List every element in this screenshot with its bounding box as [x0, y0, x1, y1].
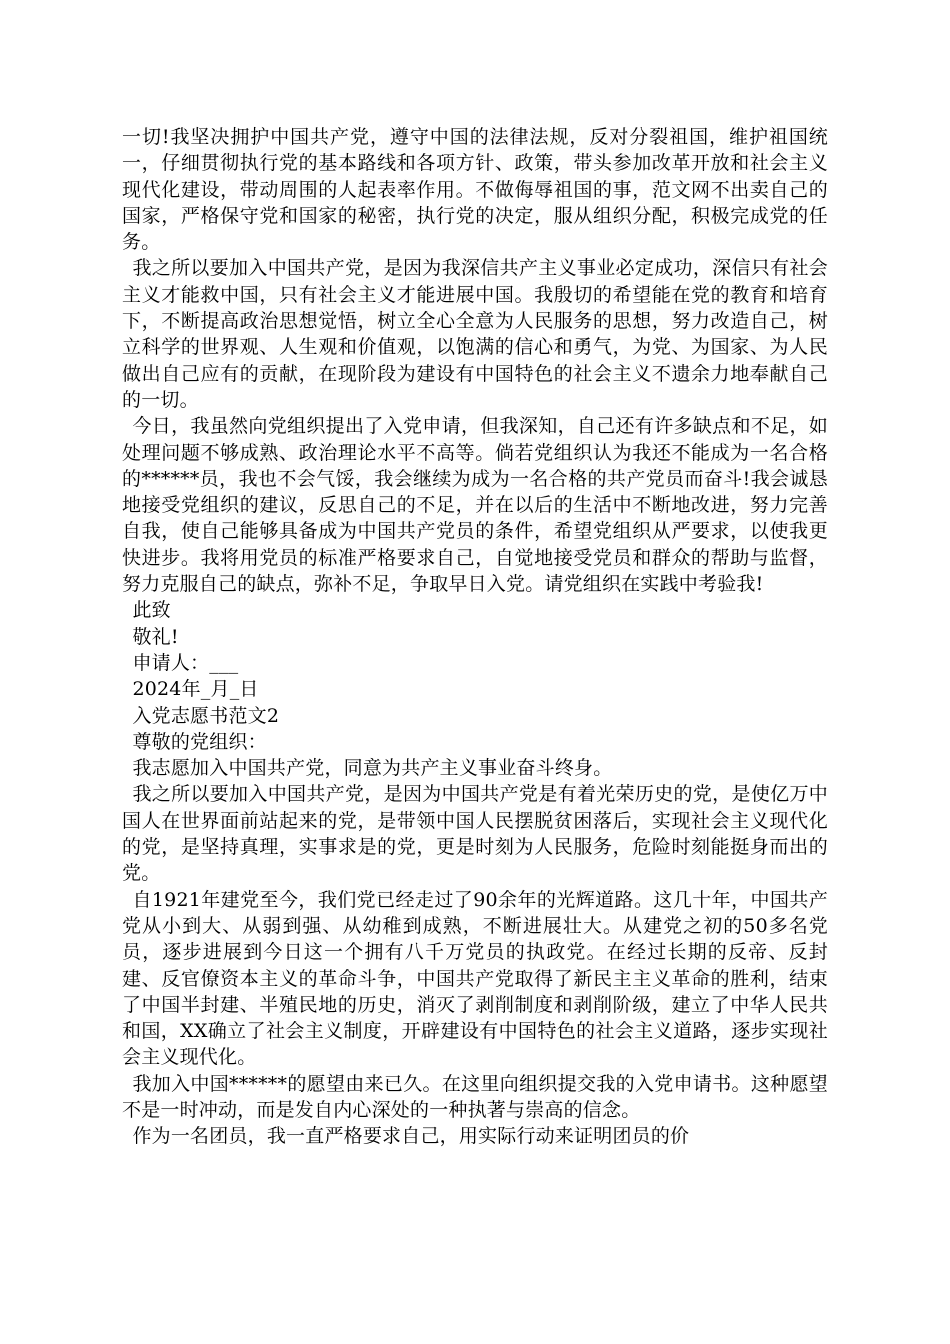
greeting-line: 尊敬的党组织：: [132, 730, 267, 753]
paragraph-party-development: 自1921年建党至今，我们党已经走过了90余年的光辉道路。这几十年，中国共产党从小到大、从弱到强、从幼稚到成熟，不断进展壮大。从建党之初的50多名党员，逐步进展到今日这一个拥有八千万党员的执政党。在经过长期的反帝、反封建、反官僚资本主义的革命斗争，中国共产党取得了新民主主义革命的胜利，结束了中国半封建、半殖民地的历史，消灭了剥削制度和剥削阶级，建立了中华人民共和国，XX确立了社会主义制度，开辟建设有中国特色的社会主义道路，逐步实现社会主义现代化。: [122, 888, 828, 1069]
closing-salutation: 此致: [132, 599, 171, 622]
document-body: [122, 124, 828, 1150]
paragraph-reason-for-joining: 我之所以要加入中国共产党，是因为我深信共产主义事业必定成功，深信只有社会主义才能救中国，只有社会主义才能进展中国。我殷切的希望能在党的教育和培育下，不断提高政治思想觉悟，树立全心全意为人民服务的思想，努力改造自己，树立科学的世界观、人生观和价值观，以饱满的信心和勇气，为党、为国家、为人民做出自己应有的贡献，在现阶段为建设有中国特色的社会主义不遗余力地奉献自己的一切。: [122, 257, 828, 411]
paragraph-loyalty-pledge: 一切!我坚决拥护中国共产党，遵守中国的法律法规，反对分裂祖国，维护祖国统一，仔细贯彻执行党的基本路线和各项方针、政策，带头参加改革开放和社会主义现代化建设，带动周围的人起表率作用。不做侮辱祖国的事，范文网不出卖自己的国家，严格保守党和国家的秘密，执行党的决定，服从组织分配，积极完成党的任务。: [122, 126, 828, 254]
section-title-sample-2: 入党志愿书范文2: [132, 704, 280, 727]
paragraph-party-history-reason: 我之所以要加入中国共产党，是因为中国共产党是有着光荣历史的党，是使亿万中国人在世界面前站起来的党，是带领中国人民摆脱贫困落后，实现社会主义现代化的党，是坚持真理，实事求是的党，更是时刻为人民服务，危险时刻能挺身而出的党。: [122, 783, 828, 885]
paragraph-league-member: 作为一名团员，我一直严格要求自己，用实际行动来证明团员的价: [132, 1125, 690, 1148]
paragraph-long-held-wish: 我加入中国******的愿望由来已久。在这里向组织提交我的入党申请书。这种愿望不是一时冲动，而是发自内心深处的一种执著与崇高的信念。: [122, 1072, 828, 1121]
closing-respect: 敬礼!: [132, 625, 179, 648]
paragraph-self-reflection: 今日，我虽然向党组织提出了入党申请，但我深知，自己还有许多缺点和不足，如处理问题不够成熟、政治理论水平不高等。倘若党组织认为我还不能成为一名合格的******员，我也不会气馁，我会继续为成为一名合格的共产党员而奋斗!我会诚恳地接受党组织的建议，反思自己的不足，并在以后的生活中不断地改进，努力完善自我，使自己能够具备成为中国共产党员的条件，希望党组织从严要求，以使我更快进步。我将用党员的标准严格要求自己，自觉地接受党员和群众的帮助与监督，努力克服自己的缺点，弥补不足，争取早日入党。请党组织在实践中考验我!: [122, 415, 828, 596]
applicant-signature-line: 申请人：___: [132, 651, 239, 674]
paragraph-volunteer-statement: 我志愿加入中国共产党，同意为共产主义事业奋斗终身。: [132, 757, 613, 780]
date-line: 2024年_月_日: [132, 678, 259, 701]
